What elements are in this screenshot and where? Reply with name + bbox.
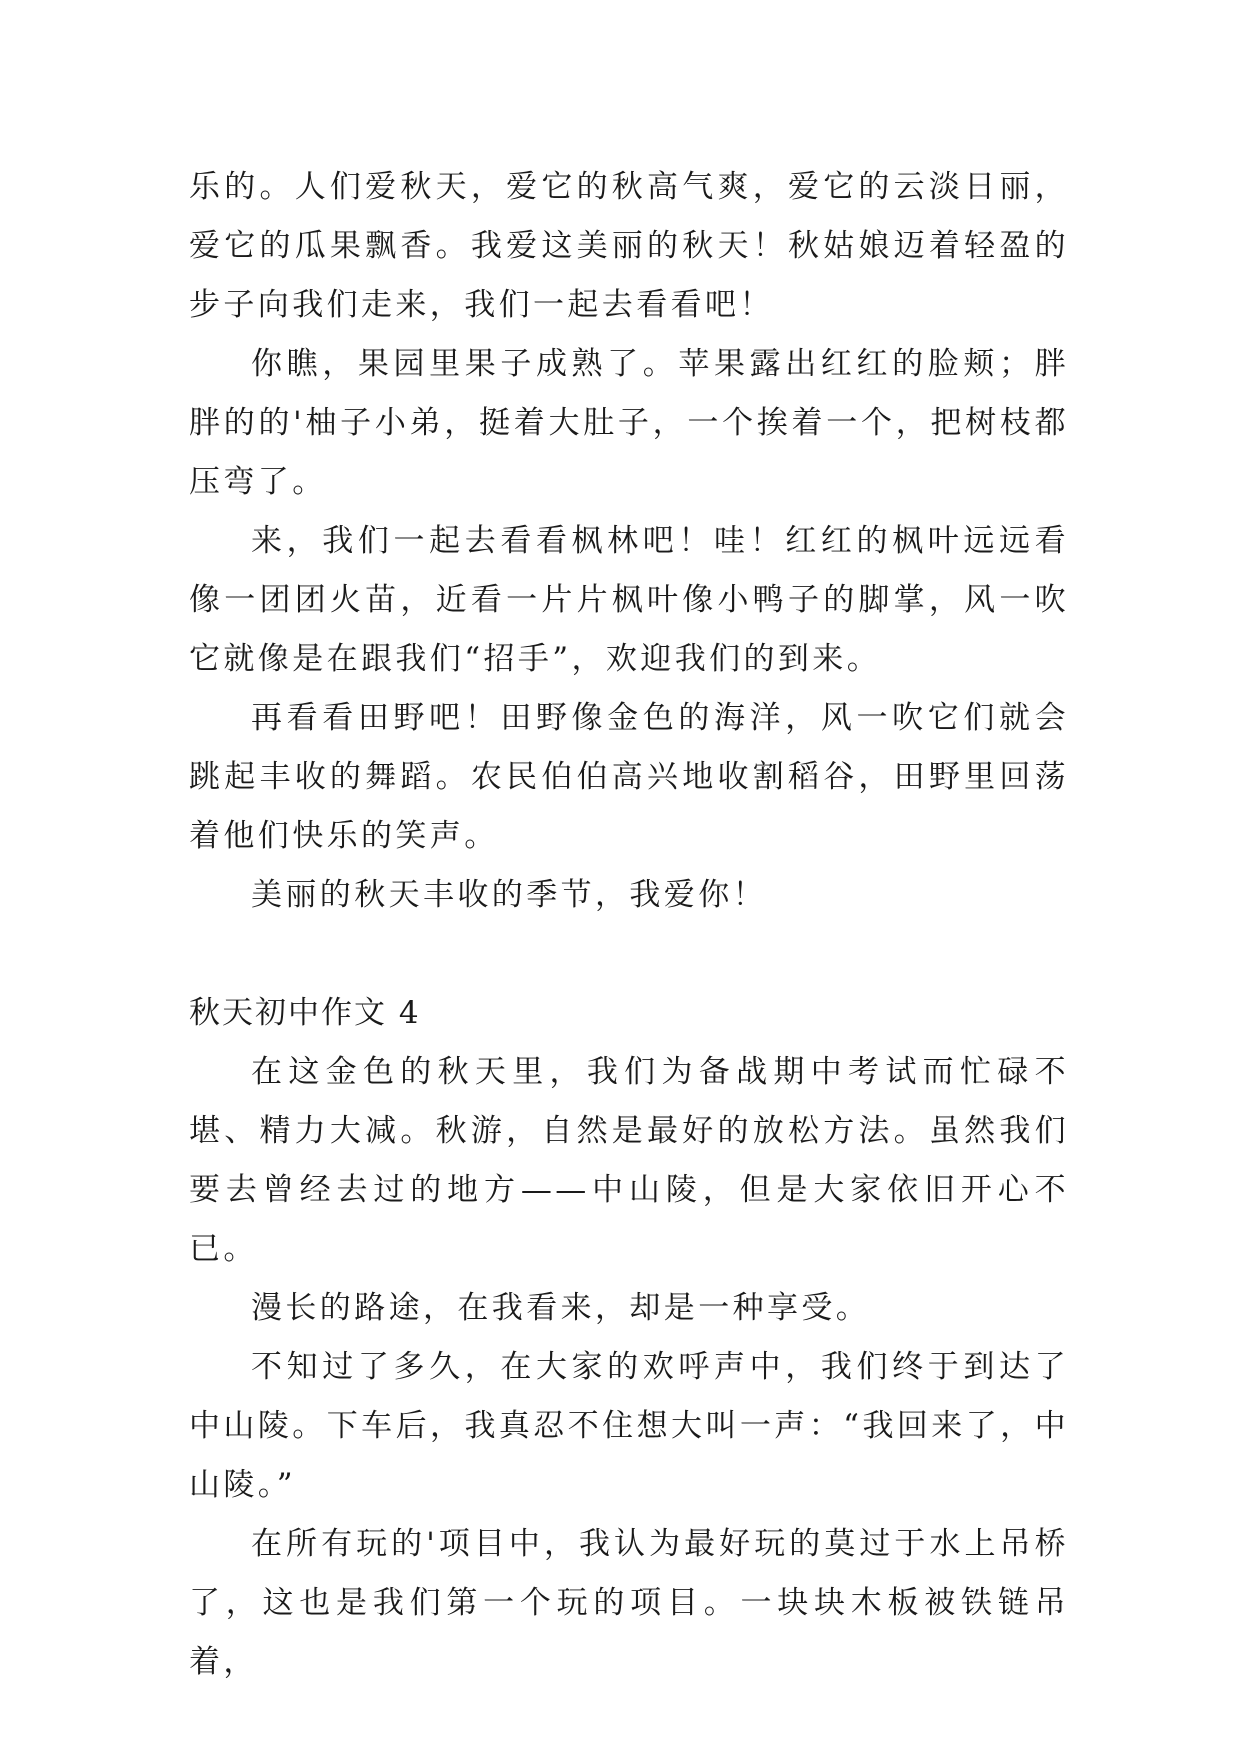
paragraph-closing: 美丽的秋天丰收的季节，我爱你！ bbox=[251, 877, 767, 913]
section-title: 秋天初中作文 4 bbox=[189, 995, 421, 1031]
paragraph-maple-forest: 来，我们一起去看看枫林吧！哇！红红的枫叶远远看像一团团火苗，近看一片片枫叶像小鸭子的脚掌，风一吹它就像是在跟我们“招手”，欢迎我们的到来。 bbox=[189, 523, 1069, 677]
paragraph-suspension-bridge: 在所有玩的'项目中，我认为最好玩的莫过于水上吊桥了，这也是我们第一个玩的项目。一块块木板被铁链吊着， bbox=[189, 1526, 1069, 1680]
document-body bbox=[189, 158, 1069, 1692]
paragraph-orchard: 你瞧，果园里果子成熟了。苹果露出红红的脸颊；胖胖的的'柚子小弟，挺着大肚子，一个挨着一个，把树枝都压弯了。 bbox=[189, 346, 1069, 500]
paragraph-continuation: 乐的。人们爱秋天，爱它的秋高气爽，爱它的云淡日丽，爱它的瓜果飘香。我爱这美丽的秋天！秋姑娘迈着轻盈的步子向我们走来，我们一起去看看吧！ bbox=[189, 169, 1069, 323]
paragraph-journey: 漫长的路途，在我看来，却是一种享受。 bbox=[251, 1290, 871, 1326]
paragraph-arrival: 不知过了多久，在大家的欢呼声中，我们终于到达了中山陵。下车后，我真忍不住想大叫一声：“我回来了，中山陵。” bbox=[189, 1349, 1069, 1503]
paragraph-fields: 再看看田野吧！田野像金色的海洋，风一吹它们就会跳起丰收的舞蹈。农民伯伯高兴地收割稻谷，田野里回荡着他们快乐的笑声。 bbox=[189, 700, 1069, 854]
paragraph-autumn-outing: 在这金色的秋天里，我们为备战期中考试而忙碌不堪、精力大减。秋游，自然是最好的放松方法。虽然我们要去曾经去过的地方——中山陵，但是大家依旧开心不已。 bbox=[189, 1054, 1069, 1267]
